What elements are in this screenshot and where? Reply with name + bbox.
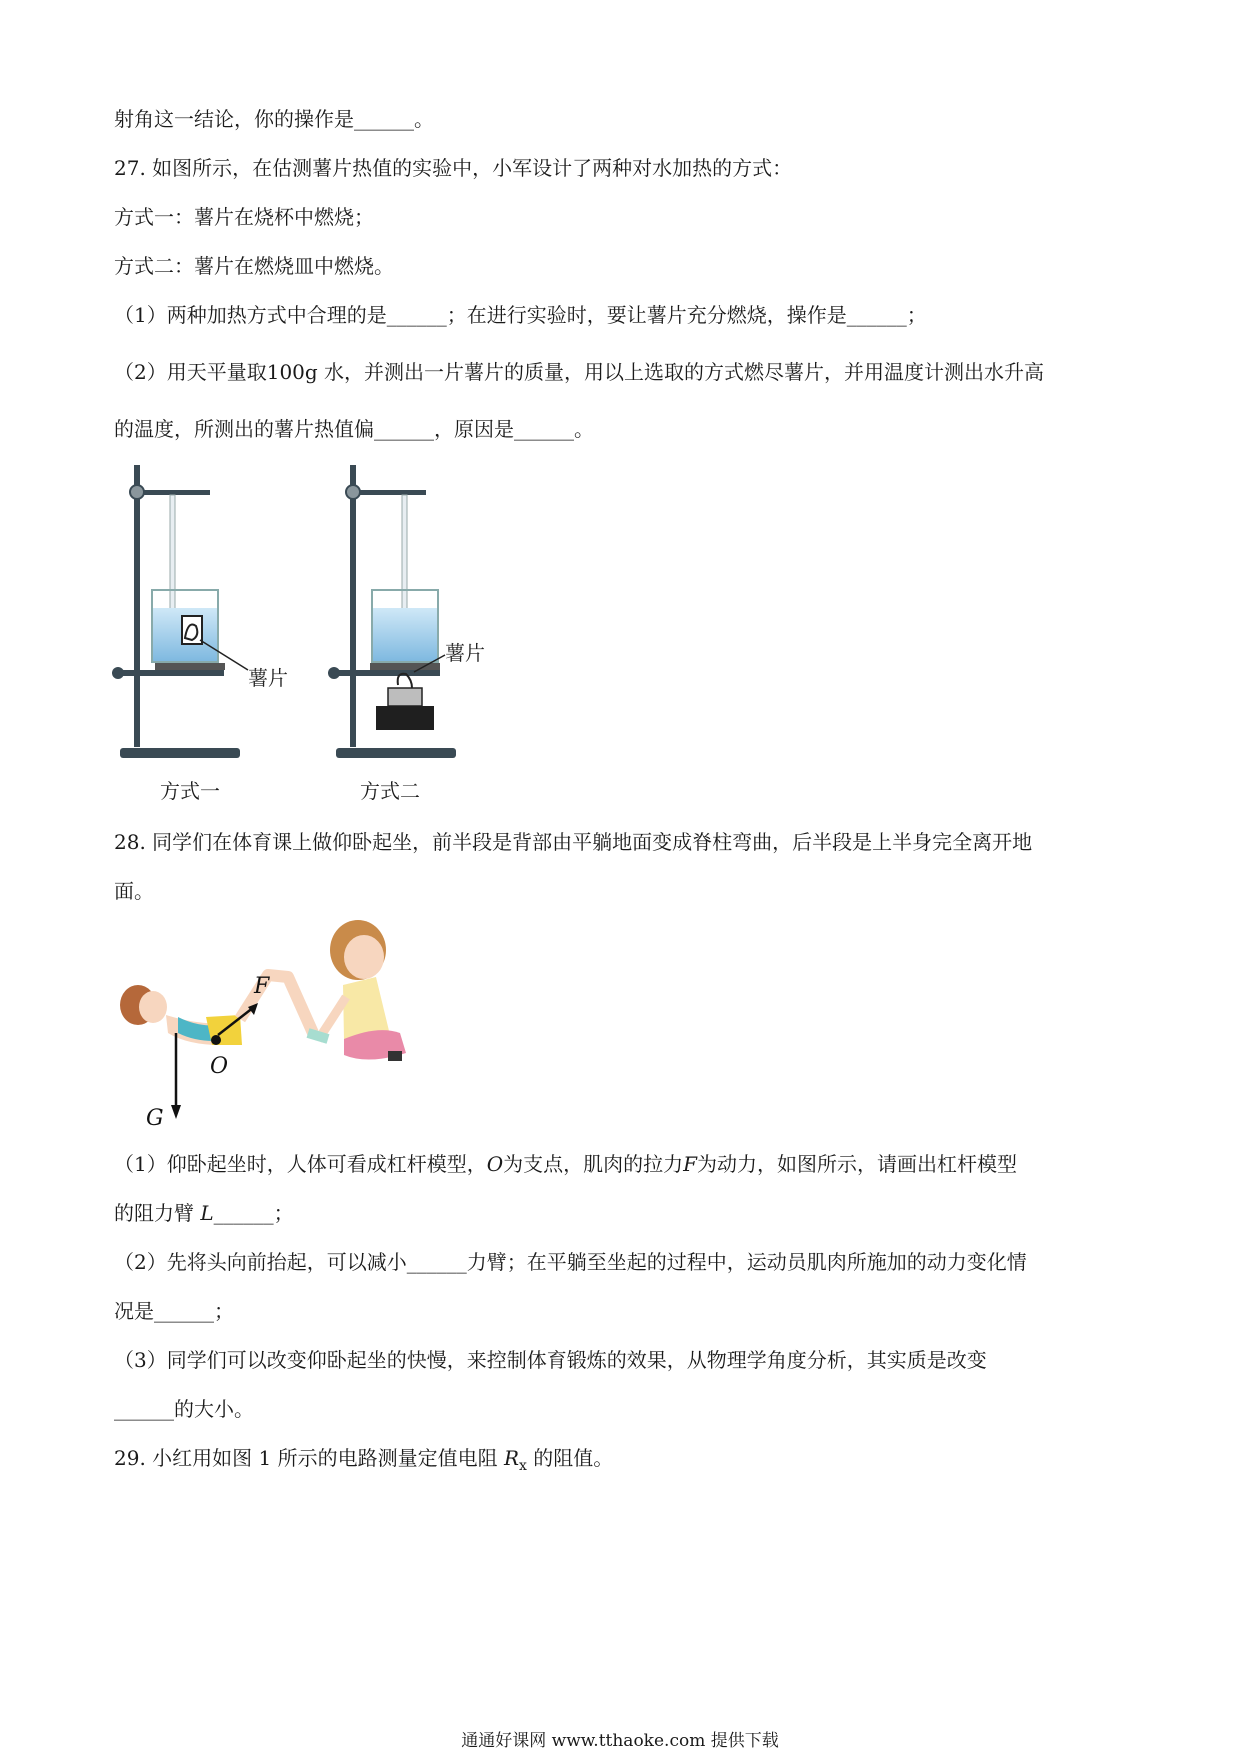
- question-28-part-3-cont: ______的大小。: [114, 1397, 254, 1421]
- question-29-stem: [114, 1444, 613, 1480]
- q29-text-a: 29. 小红用如图 1 所示的电路测量定值电阻: [114, 1446, 498, 1470]
- situp-lever-figure: [108, 915, 458, 1130]
- q28p1-text-c: 为动力，如图所示，请画出杠杆模型: [697, 1152, 1018, 1176]
- q29-text-b: 的阻值。: [533, 1446, 614, 1470]
- question-28-part-1: [114, 1150, 1017, 1178]
- q29-symbol-r: R: [503, 1446, 520, 1470]
- helper-person: [318, 920, 406, 1061]
- force-f-label: F: [254, 974, 270, 999]
- method-one-text: 方式一：薯片在烧杯中燃烧；: [114, 205, 374, 229]
- q28p1-text-b: 为支点，肌肉的拉力: [503, 1152, 684, 1176]
- question-28-part-2: （2）先将头向前抬起，可以减小______力臂；在平躺至坐起的过程中，运动员肌肉所施加的动力变化情: [114, 1250, 1027, 1274]
- chip-label-2: 薯片: [445, 641, 485, 665]
- q28p1-cont-text-a: 的阻力臂: [114, 1201, 194, 1225]
- method-two-text: 方式二：薯片在燃烧皿中燃烧。: [114, 254, 394, 278]
- q28p1-text-a: （1）仰卧起坐时，人体可看成杠杆模型，: [114, 1152, 487, 1176]
- question-27-stem: 27. 如图所示，在估测薯片热值的实验中，小军设计了两种对水加热的方式：: [114, 156, 793, 180]
- question-28-part-3: （3）同学们可以改变仰卧起坐的快慢，来控制体育锻炼的效果，从物理学角度分析，其实质是改变: [114, 1348, 987, 1372]
- q28p1-symbol-f: F: [683, 1152, 698, 1176]
- question-27-part-2: （2）用天平量取100g 水，并测出一片薯片的质量，用以上选取的方式燃尽薯片，并用温度计测出水升高: [114, 360, 1045, 384]
- pivot-o-point: [211, 1035, 221, 1045]
- beaker-1: [152, 590, 218, 662]
- question-28-stem: 28. 同学们在体育课上做仰卧起坐，前半段是背部由平躺地面变成脊柱弯曲，后半段是上半身完全离开地: [114, 830, 1033, 854]
- question-27-part-2-cont: 的温度，所测出的薯片热值偏______，原因是______。: [114, 417, 594, 441]
- caption-method-one: 方式一: [160, 779, 220, 803]
- question-28-part-1-cont: [114, 1199, 294, 1227]
- heating-methods-figure: [100, 460, 520, 800]
- question-28-part-2-cont: 况是______；: [114, 1299, 234, 1323]
- question-28-stem-cont: 面。: [114, 879, 154, 903]
- page-footer: 通通好课网 www.tthaoke.com 提供下载: [461, 1731, 779, 1751]
- q28p1-symbol-l: L: [200, 1201, 214, 1225]
- text-line-0: 射角这一结论，你的操作是______。: [114, 107, 434, 131]
- chip-label-1: 薯片: [248, 666, 288, 690]
- gravity-g-label: G: [146, 1106, 164, 1130]
- q29-subscript-x: x: [519, 1458, 527, 1474]
- burning-dish: [376, 674, 434, 730]
- q28p1-cont-text-b: ______；: [213, 1201, 294, 1225]
- pivot-o-label: O: [210, 1054, 229, 1079]
- question-27-part-1: （1）两种加热方式中合理的是______；在进行实验时，要让薯片充分燃烧，操作是______；: [114, 303, 927, 327]
- situp-person: [120, 975, 328, 1045]
- caption-method-two: 方式二: [360, 779, 420, 803]
- q28p1-symbol-o: O: [486, 1152, 504, 1176]
